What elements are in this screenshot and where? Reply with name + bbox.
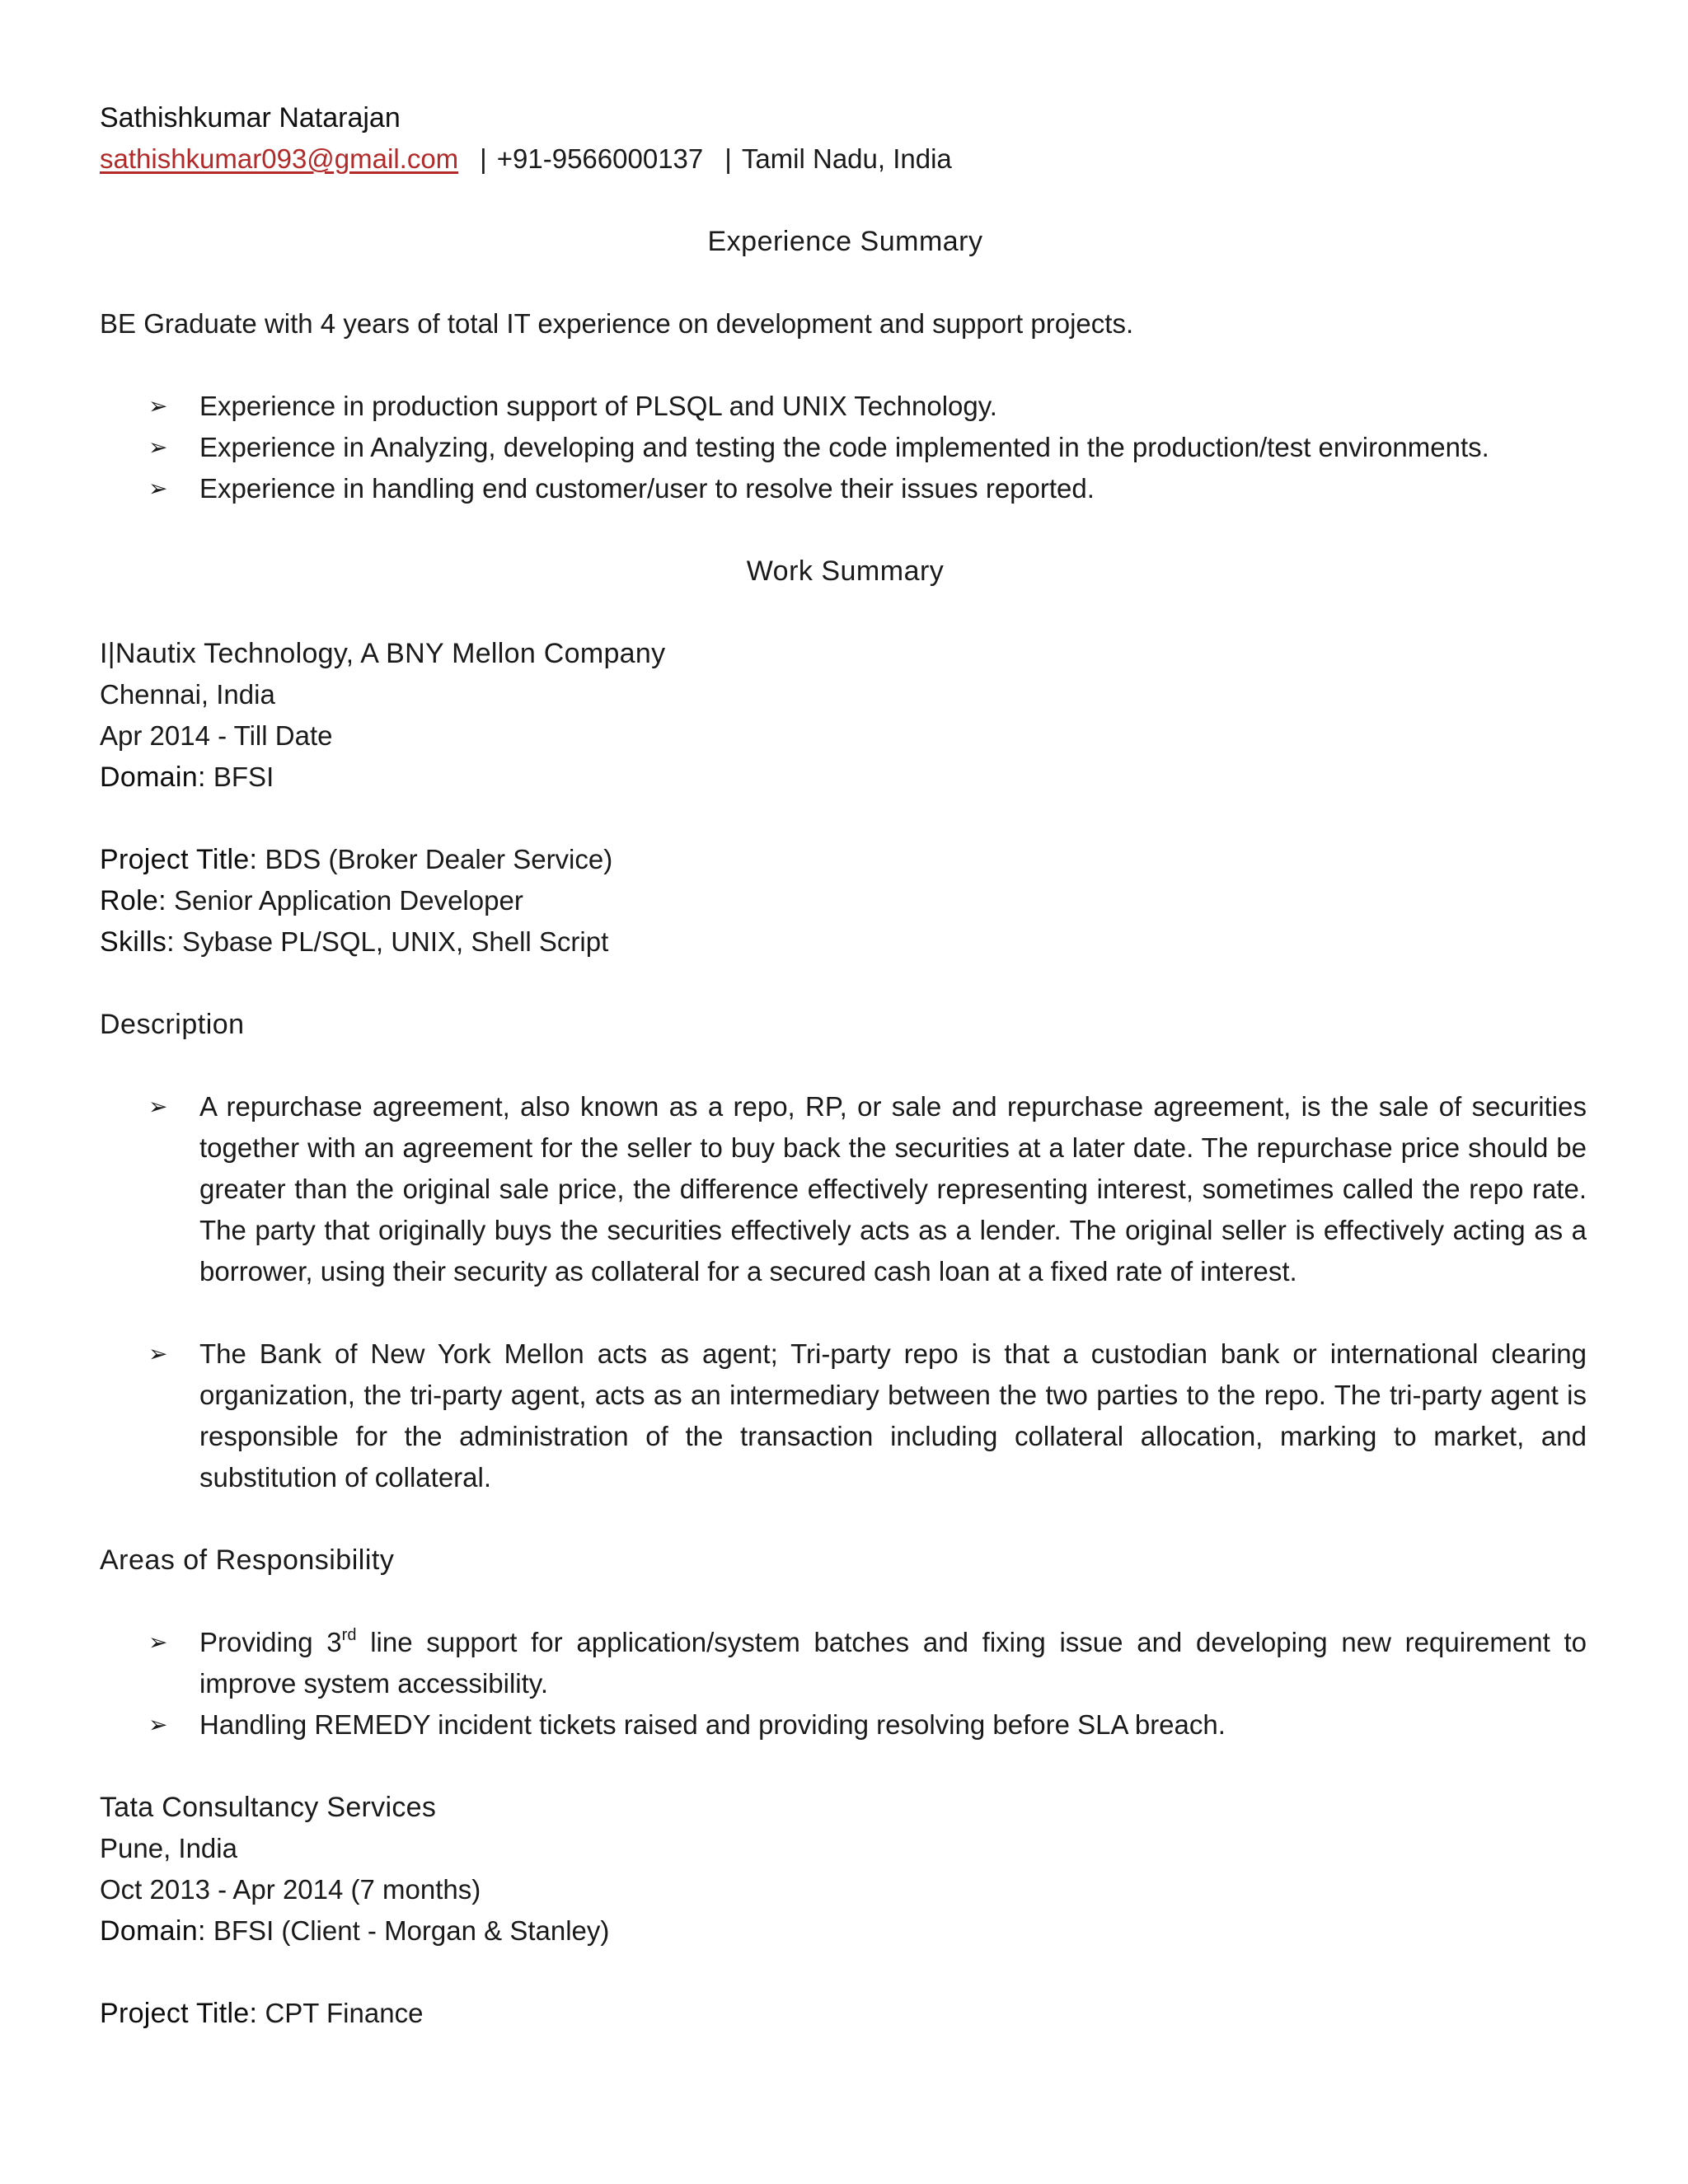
work-summary-heading: Work Summary xyxy=(746,555,945,587)
project-title xyxy=(100,839,1591,880)
bullet-text xyxy=(199,1622,1591,1704)
responsibility-heading: Areas of Responsibility xyxy=(100,1544,395,1576)
arrow-bullet-icon: ➢ xyxy=(148,1094,168,1119)
list-item xyxy=(148,1622,1591,1704)
bullet-text: A repurchase agreement, also known as a repo, RP, or sale and repurchase agreement, is the sale of securities together with an agreement for the seller to buy back the securities at a later date. The repurchase price should be greater than the original sale price, the difference effectively representing interest, sometimes called the repo rate. The party that originally buys the securities effectively acts as a lender. The original seller is effectively acting as a borrower, using their security as collateral for a secured cash loan at a fixed rate of interest. xyxy=(199,1091,1587,1286)
email-link[interactable]: sathishkumar093@gmail.com xyxy=(100,143,459,174)
project-role xyxy=(100,880,1591,921)
arrow-bullet-icon: ➢ xyxy=(148,1712,168,1737)
arrow-bullet-icon: ➢ xyxy=(148,1629,168,1655)
list-item xyxy=(148,468,1591,509)
experience-intro: BE Graduate with 4 years of total IT experience on development and support projects. xyxy=(100,308,1134,339)
domain-label: Domain: xyxy=(100,1915,206,1947)
description-heading: Description xyxy=(100,1009,245,1040)
job-domain xyxy=(100,1910,1591,1952)
contact-line xyxy=(100,138,1591,180)
project-title-label: Project Title: xyxy=(100,1998,258,2029)
list-item xyxy=(148,1333,1591,1498)
job-location: Pune, India xyxy=(100,1833,237,1863)
list-item xyxy=(148,386,1591,427)
skills-value: Sybase PL/SQL, UNIX, Shell Script xyxy=(174,926,609,957)
experience-bullet-list xyxy=(100,386,1591,509)
arrow-bullet-icon: ➢ xyxy=(148,476,168,501)
job-period: Oct 2013 - Apr 2014 (7 months) xyxy=(100,1874,481,1905)
job-domain xyxy=(100,757,1591,798)
company-name: I|Nautix Technology, A BNY Mellon Company xyxy=(100,638,666,669)
arrow-bullet-icon: ➢ xyxy=(148,434,168,460)
job-period: Apr 2014 - Till Date xyxy=(100,720,333,751)
bullet-text: Handling REMEDY incident tickets raised and providing resolving before SLA breach. xyxy=(199,1709,1226,1740)
separator: | xyxy=(480,143,487,174)
role-label: Role: xyxy=(100,885,166,916)
bullet-text: The Bank of New York Mellon acts as agent; Tri-party repo is that a custodian bank or international clearing organization, the tri-party agent, acts as an intermediary between the two parties to the repo. The tri-party agent is responsible for the administration of the transaction including collateral allocation, marking to market, and substitution of collateral. xyxy=(199,1338,1587,1493)
location: Tamil Nadu, India xyxy=(741,143,952,174)
list-item xyxy=(148,1086,1591,1292)
project-title-value: CPT Finance xyxy=(257,1998,424,2028)
arrow-bullet-icon: ➢ xyxy=(148,1341,168,1366)
separator: | xyxy=(724,143,732,174)
bullet-text: Experience in production support of PLSQL and UNIX Technology. xyxy=(199,391,997,421)
ordinal-suffix: rd xyxy=(341,1626,357,1644)
domain-value: BFSI (Client - Morgan & Stanley) xyxy=(205,1915,610,1946)
skills-label: Skills: xyxy=(100,926,175,958)
list-item xyxy=(148,427,1591,468)
bullet-text-part: line support for application/system batches and fixing issue and developing new requirement to improve system accessibility. xyxy=(199,1627,1587,1699)
role-value: Senior Application Developer xyxy=(166,885,523,916)
company-name: Tata Consultancy Services xyxy=(100,1792,437,1823)
job-location: Chennai, India xyxy=(100,679,275,710)
description-bullet-list xyxy=(100,1086,1591,1498)
experience-summary-heading: Experience Summary xyxy=(707,226,983,257)
candidate-name: Sathishkumar Natarajan xyxy=(100,102,401,134)
bullet-text: Experience in handling end customer/user to resolve their issues reported. xyxy=(199,473,1095,504)
domain-label: Domain: xyxy=(100,762,206,793)
project-title-value: BDS (Broker Dealer Service) xyxy=(257,844,613,874)
responsibility-bullet-list xyxy=(100,1622,1591,1746)
arrow-bullet-icon: ➢ xyxy=(148,393,168,419)
project-title-label: Project Title: xyxy=(100,844,258,875)
project-skills xyxy=(100,921,1591,963)
list-item xyxy=(148,1704,1591,1746)
bullet-text: Experience in Analyzing, developing and testing the code implemented in the production/test environments. xyxy=(199,432,1489,462)
phone-number: +91-9566000137 xyxy=(496,143,704,174)
domain-value: BFSI xyxy=(205,762,274,792)
bullet-text-part: Providing 3 xyxy=(199,1627,342,1657)
project-title xyxy=(100,1993,1591,2034)
